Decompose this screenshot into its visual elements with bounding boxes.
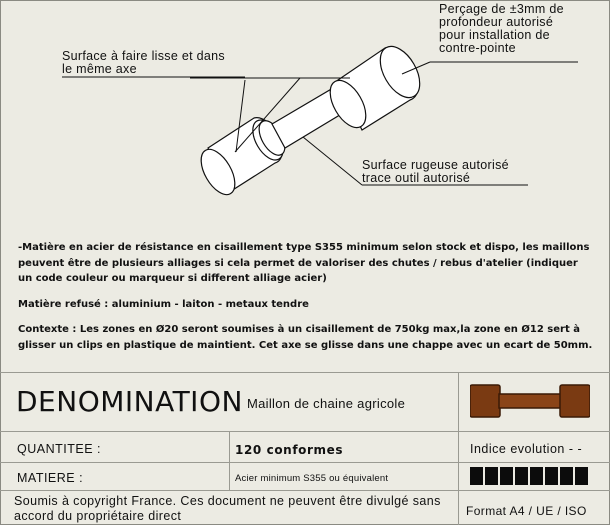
annotation-surface-rugueuse: Surface rugeuse autorisé trace outil autorisé bbox=[362, 158, 509, 185]
annotation-percage: Perçage de ±3mm de profondeur autorisé pour installation de contre-pointe bbox=[439, 2, 564, 55]
barcode bbox=[470, 467, 588, 485]
matiere-label: MATIERE : bbox=[17, 471, 84, 485]
part-thumbnail-icon bbox=[470, 383, 590, 419]
denomination-label: DENOMINATION bbox=[16, 385, 243, 418]
tb-top-line bbox=[0, 372, 610, 373]
note-matiere-refuse: Matière refusé : aluminium - laiton - metaux tendre bbox=[18, 298, 309, 310]
tb-line-1 bbox=[0, 431, 610, 432]
tb-vline-1 bbox=[229, 431, 230, 490]
tb-vline-2 bbox=[458, 372, 459, 525]
note-matiere: -Matière en acier de résistance en cisaillement type S355 minimum selon stock et dispo, les maillons peuvent être de plusieurs alliages si cela permet de valoriser des chutes / rebus d'atelier (indiquer un code couleur ou marqueur si different alliage acier) bbox=[18, 242, 590, 284]
quantite-value: 120 conformes bbox=[235, 443, 344, 457]
quantite-label: QUANTITEE : bbox=[17, 442, 101, 456]
note-contexte: Contexte : Les zones en Ø20 seront soumises à un cisaillement de 750kg max,la zone en Ø12 sert à glisser un clips en plastique de maintient. Cet axe se glisse dans une chappe avec un ecart de 50mm. bbox=[18, 324, 593, 351]
tb-line-2 bbox=[0, 462, 610, 463]
copyright-notice: Soumis à copyright France. Ces document ne peuvent être divulgé sans accord du propriétaire direct bbox=[14, 494, 441, 523]
notes-block bbox=[18, 240, 593, 363]
annotation-surface-lisse: Surface à faire lisse et dans le même axe bbox=[62, 49, 225, 76]
indice-evolution: Indice evolution - - bbox=[470, 442, 583, 456]
tb-line-3 bbox=[0, 490, 610, 491]
format-label: Format A4 / UE / ISO bbox=[466, 504, 587, 518]
denomination-value: Maillon de chaine agricole bbox=[247, 396, 406, 411]
matiere-value: Acier minimum S355 ou équivalent bbox=[235, 473, 389, 484]
